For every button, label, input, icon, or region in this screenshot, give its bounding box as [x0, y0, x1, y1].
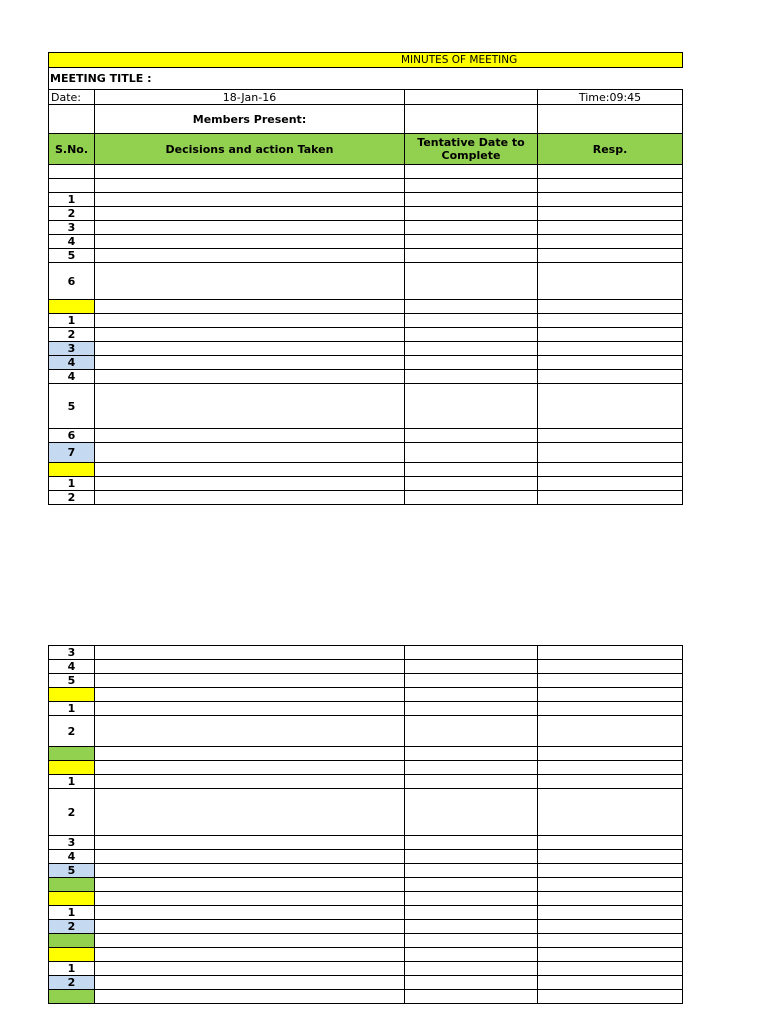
decision-cell[interactable]	[95, 906, 405, 920]
decision-cell[interactable]	[95, 249, 405, 263]
sheet-title-cell[interactable]	[49, 53, 683, 68]
table-row	[49, 962, 683, 976]
table-row	[49, 716, 683, 747]
sno-cell[interactable]: 1	[49, 477, 95, 491]
minutes-table-continued	[48, 645, 683, 1004]
tentative-date-cell[interactable]	[405, 179, 538, 193]
decision-cell[interactable]	[95, 789, 405, 836]
sno-cell[interactable]: 2	[49, 716, 95, 747]
decision-cell[interactable]	[95, 761, 405, 775]
tentative-date-cell[interactable]	[405, 688, 538, 702]
tentative-date-cell[interactable]	[405, 443, 538, 463]
decision-cell[interactable]	[95, 920, 405, 934]
sno-cell[interactable]	[49, 892, 95, 906]
table-row	[49, 976, 683, 990]
tentative-date-cell[interactable]	[405, 165, 538, 179]
sno-cell[interactable]: 6	[49, 263, 95, 300]
tentative-date-cell[interactable]	[405, 674, 538, 688]
table-row	[49, 934, 683, 948]
table-row	[49, 314, 683, 328]
blank-cell[interactable]	[538, 105, 683, 134]
sno-cell[interactable]: 4	[49, 356, 95, 370]
resp-cell[interactable]	[538, 878, 683, 892]
tentative-date-cell[interactable]	[405, 976, 538, 990]
decision-cell[interactable]	[95, 356, 405, 370]
table-row	[49, 688, 683, 702]
tentative-date-cell[interactable]	[405, 660, 538, 674]
tentative-date-cell[interactable]	[405, 962, 538, 976]
decision-cell[interactable]	[95, 688, 405, 702]
tentative-date-cell[interactable]	[405, 356, 538, 370]
table-row	[49, 477, 683, 491]
col-header-sno: S.No.	[49, 134, 95, 165]
tentative-date-cell[interactable]	[405, 702, 538, 716]
table-row	[49, 370, 683, 384]
decision-cell[interactable]	[95, 429, 405, 443]
decision-cell[interactable]	[95, 962, 405, 976]
table-row	[49, 646, 683, 660]
sno-cell[interactable]	[49, 761, 95, 775]
table-row	[49, 892, 683, 906]
table-row	[49, 429, 683, 443]
tentative-date-cell[interactable]	[405, 463, 538, 477]
tentative-date-cell[interactable]	[405, 342, 538, 356]
sheet-title: MINUTES OF MEETING	[401, 53, 518, 66]
decision-cell[interactable]	[95, 864, 405, 878]
table-row	[49, 674, 683, 688]
decision-cell[interactable]	[95, 300, 405, 314]
resp-cell[interactable]	[538, 263, 683, 300]
resp-cell[interactable]	[538, 702, 683, 716]
resp-cell[interactable]	[538, 193, 683, 207]
resp-cell[interactable]	[538, 429, 683, 443]
sno-cell[interactable]: 4	[49, 660, 95, 674]
tentative-date-cell[interactable]	[405, 761, 538, 775]
tentative-date-cell[interactable]	[405, 207, 538, 221]
table-row	[49, 235, 683, 249]
table-row	[49, 342, 683, 356]
resp-cell[interactable]	[538, 443, 683, 463]
decision-cell[interactable]	[95, 747, 405, 761]
decision-cell[interactable]	[95, 491, 405, 505]
table-row	[49, 193, 683, 207]
tentative-date-cell[interactable]	[405, 491, 538, 505]
resp-cell[interactable]	[538, 990, 683, 1004]
sno-cell[interactable]: 4	[49, 850, 95, 864]
sno-cell[interactable]	[49, 165, 95, 179]
sno-cell[interactable]	[49, 934, 95, 948]
decision-cell[interactable]	[95, 263, 405, 300]
decision-cell[interactable]	[95, 328, 405, 342]
sno-cell[interactable]: 5	[49, 384, 95, 429]
members-present-label: Members Present:	[192, 112, 307, 126]
resp-cell[interactable]	[538, 384, 683, 429]
sno-cell[interactable]: 1	[49, 314, 95, 328]
table-row	[49, 491, 683, 505]
decision-cell[interactable]	[95, 775, 405, 789]
table-row	[49, 878, 683, 892]
decision-cell[interactable]	[95, 646, 405, 660]
decision-cell[interactable]	[95, 990, 405, 1004]
decision-cell[interactable]	[95, 878, 405, 892]
table-row	[49, 165, 683, 179]
decision-cell[interactable]	[95, 443, 405, 463]
sno-cell[interactable]: 4	[49, 235, 95, 249]
sno-cell[interactable]: 2	[49, 789, 95, 836]
date-label: Date:	[51, 90, 81, 104]
members-cell[interactable]	[95, 105, 405, 134]
resp-cell[interactable]	[538, 300, 683, 314]
tentative-date-cell[interactable]	[405, 384, 538, 429]
decision-cell[interactable]	[95, 207, 405, 221]
decision-cell[interactable]	[95, 370, 405, 384]
decision-cell[interactable]	[95, 674, 405, 688]
date-value-cell[interactable]	[95, 90, 405, 105]
table-row	[49, 179, 683, 193]
time-value: Time:09:45	[578, 90, 642, 104]
time-cell[interactable]	[538, 90, 683, 105]
decision-cell[interactable]	[95, 463, 405, 477]
tentative-date-cell[interactable]	[405, 836, 538, 850]
sno-cell[interactable]: 6	[49, 429, 95, 443]
resp-cell[interactable]	[538, 962, 683, 976]
sno-cell[interactable]	[49, 747, 95, 761]
resp-cell[interactable]	[538, 789, 683, 836]
decision-cell[interactable]	[95, 179, 405, 193]
decision-cell[interactable]	[95, 660, 405, 674]
tentative-date-cell[interactable]	[405, 263, 538, 300]
table-row	[49, 850, 683, 864]
resp-cell[interactable]	[538, 356, 683, 370]
resp-cell[interactable]	[538, 477, 683, 491]
table-row	[49, 207, 683, 221]
blank-cell[interactable]	[405, 90, 538, 105]
tentative-date-cell[interactable]	[405, 920, 538, 934]
resp-cell[interactable]	[538, 370, 683, 384]
sno-cell[interactable]: 5	[49, 674, 95, 688]
minutes-sheet-continued	[48, 645, 682, 1004]
decision-cell[interactable]	[95, 934, 405, 948]
decision-cell[interactable]	[95, 235, 405, 249]
sno-cell[interactable]	[49, 688, 95, 702]
table-row	[49, 384, 683, 429]
table-row	[49, 356, 683, 370]
sno-cell[interactable]	[49, 463, 95, 477]
tentative-date-cell[interactable]	[405, 747, 538, 761]
tentative-date-cell[interactable]	[405, 370, 538, 384]
table-row	[49, 990, 683, 1004]
col-header-decisions: Decisions and action Taken	[95, 134, 405, 165]
sno-cell[interactable]	[49, 878, 95, 892]
decision-cell[interactable]	[95, 221, 405, 235]
sno-cell[interactable]: 3	[49, 342, 95, 356]
meeting-title-label: MEETING TITLE :	[50, 72, 152, 85]
resp-cell[interactable]	[538, 775, 683, 789]
tentative-date-cell[interactable]	[405, 716, 538, 747]
tentative-date-cell[interactable]	[405, 429, 538, 443]
sno-cell[interactable]: 2	[49, 920, 95, 934]
tentative-date-cell[interactable]	[405, 934, 538, 948]
tentative-date-cell[interactable]	[405, 300, 538, 314]
table-row	[49, 702, 683, 716]
tentative-date-cell[interactable]	[405, 990, 538, 1004]
table-row	[49, 948, 683, 962]
table-row	[49, 300, 683, 314]
sno-cell[interactable]	[49, 300, 95, 314]
tentative-date-cell[interactable]	[405, 948, 538, 962]
resp-cell[interactable]	[538, 716, 683, 747]
table-row	[49, 443, 683, 463]
resp-cell[interactable]	[538, 976, 683, 990]
minutes-table	[48, 52, 683, 505]
table-row	[49, 263, 683, 300]
decision-cell[interactable]	[95, 716, 405, 747]
minutes-sheet-top	[48, 52, 682, 505]
table-row	[49, 761, 683, 775]
tentative-date-cell[interactable]	[405, 235, 538, 249]
table-row	[49, 836, 683, 850]
sno-cell[interactable]: 3	[49, 646, 95, 660]
decision-cell[interactable]	[95, 165, 405, 179]
tentative-date-cell[interactable]	[405, 864, 538, 878]
table-row	[49, 920, 683, 934]
resp-cell[interactable]	[538, 934, 683, 948]
sno-cell[interactable]: 3	[49, 836, 95, 850]
tentative-date-cell[interactable]	[405, 775, 538, 789]
sno-cell[interactable]: 1	[49, 193, 95, 207]
table-row	[49, 864, 683, 878]
resp-cell[interactable]	[538, 207, 683, 221]
sno-cell[interactable]: 1	[49, 962, 95, 976]
tentative-date-cell[interactable]	[405, 906, 538, 920]
tentative-date-cell[interactable]	[405, 221, 538, 235]
col-header-resp: Resp.	[538, 134, 683, 165]
blank-cell[interactable]	[405, 105, 538, 134]
sno-cell[interactable]: 2	[49, 491, 95, 505]
table-row	[49, 660, 683, 674]
blank-cell[interactable]	[49, 105, 95, 134]
resp-cell[interactable]	[538, 314, 683, 328]
sno-cell[interactable]	[49, 948, 95, 962]
sno-cell[interactable]: 1	[49, 702, 95, 716]
sno-cell[interactable]: 2	[49, 976, 95, 990]
sno-cell[interactable]: 7	[49, 443, 95, 463]
sno-cell[interactable]: 2	[49, 207, 95, 221]
sno-cell[interactable]: 1	[49, 775, 95, 789]
resp-cell[interactable]	[538, 948, 683, 962]
tentative-date-cell[interactable]	[405, 646, 538, 660]
resp-cell[interactable]	[538, 491, 683, 505]
decision-cell[interactable]	[95, 892, 405, 906]
meeting-title-cell[interactable]	[49, 68, 683, 90]
resp-cell[interactable]	[538, 660, 683, 674]
resp-cell[interactable]	[538, 235, 683, 249]
tentative-date-cell[interactable]	[405, 878, 538, 892]
tentative-date-cell[interactable]	[405, 477, 538, 491]
decision-cell[interactable]	[95, 976, 405, 990]
decision-cell[interactable]	[95, 836, 405, 850]
resp-cell[interactable]	[538, 836, 683, 850]
decision-cell[interactable]	[95, 193, 405, 207]
tentative-date-cell[interactable]	[405, 314, 538, 328]
tentative-date-cell[interactable]	[405, 850, 538, 864]
tentative-date-cell[interactable]	[405, 193, 538, 207]
resp-cell[interactable]	[538, 864, 683, 878]
table-row	[49, 221, 683, 235]
date-label-cell[interactable]	[49, 90, 95, 105]
tentative-date-cell[interactable]	[405, 249, 538, 263]
decision-cell[interactable]	[95, 314, 405, 328]
resp-cell[interactable]	[538, 646, 683, 660]
decision-cell[interactable]	[95, 702, 405, 716]
tentative-date-cell[interactable]	[405, 328, 538, 342]
sno-cell[interactable]: 1	[49, 906, 95, 920]
sno-cell[interactable]: 3	[49, 221, 95, 235]
resp-cell[interactable]	[538, 674, 683, 688]
sno-cell[interactable]	[49, 990, 95, 1004]
col-header-tentative-date: Tentative Date to Complete	[405, 134, 538, 165]
date-value: 18-Jan-16	[222, 90, 277, 104]
resp-cell[interactable]	[538, 906, 683, 920]
table-row	[49, 463, 683, 477]
sno-cell[interactable]: 5	[49, 864, 95, 878]
decision-cell[interactable]	[95, 342, 405, 356]
table-row	[49, 747, 683, 761]
tentative-date-cell[interactable]	[405, 892, 538, 906]
resp-cell[interactable]	[538, 747, 683, 761]
decision-cell[interactable]	[95, 948, 405, 962]
resp-cell[interactable]	[538, 165, 683, 179]
table-row	[49, 328, 683, 342]
resp-cell[interactable]	[538, 463, 683, 477]
resp-cell[interactable]	[538, 249, 683, 263]
sno-cell[interactable]: 2	[49, 328, 95, 342]
table-row	[49, 775, 683, 789]
resp-cell[interactable]	[538, 761, 683, 775]
resp-cell[interactable]	[538, 688, 683, 702]
resp-cell[interactable]	[538, 342, 683, 356]
table-row	[49, 906, 683, 920]
resp-cell[interactable]	[538, 328, 683, 342]
resp-cell[interactable]	[538, 920, 683, 934]
table-row	[49, 789, 683, 836]
decision-cell[interactable]	[95, 477, 405, 491]
sno-cell[interactable]	[49, 179, 95, 193]
resp-cell[interactable]	[538, 221, 683, 235]
tentative-date-cell[interactable]	[405, 789, 538, 836]
table-row	[49, 249, 683, 263]
resp-cell[interactable]	[538, 850, 683, 864]
decision-cell[interactable]	[95, 850, 405, 864]
resp-cell[interactable]	[538, 179, 683, 193]
sno-cell[interactable]: 5	[49, 249, 95, 263]
resp-cell[interactable]	[538, 892, 683, 906]
sno-cell[interactable]: 4	[49, 370, 95, 384]
decision-cell[interactable]	[95, 384, 405, 429]
